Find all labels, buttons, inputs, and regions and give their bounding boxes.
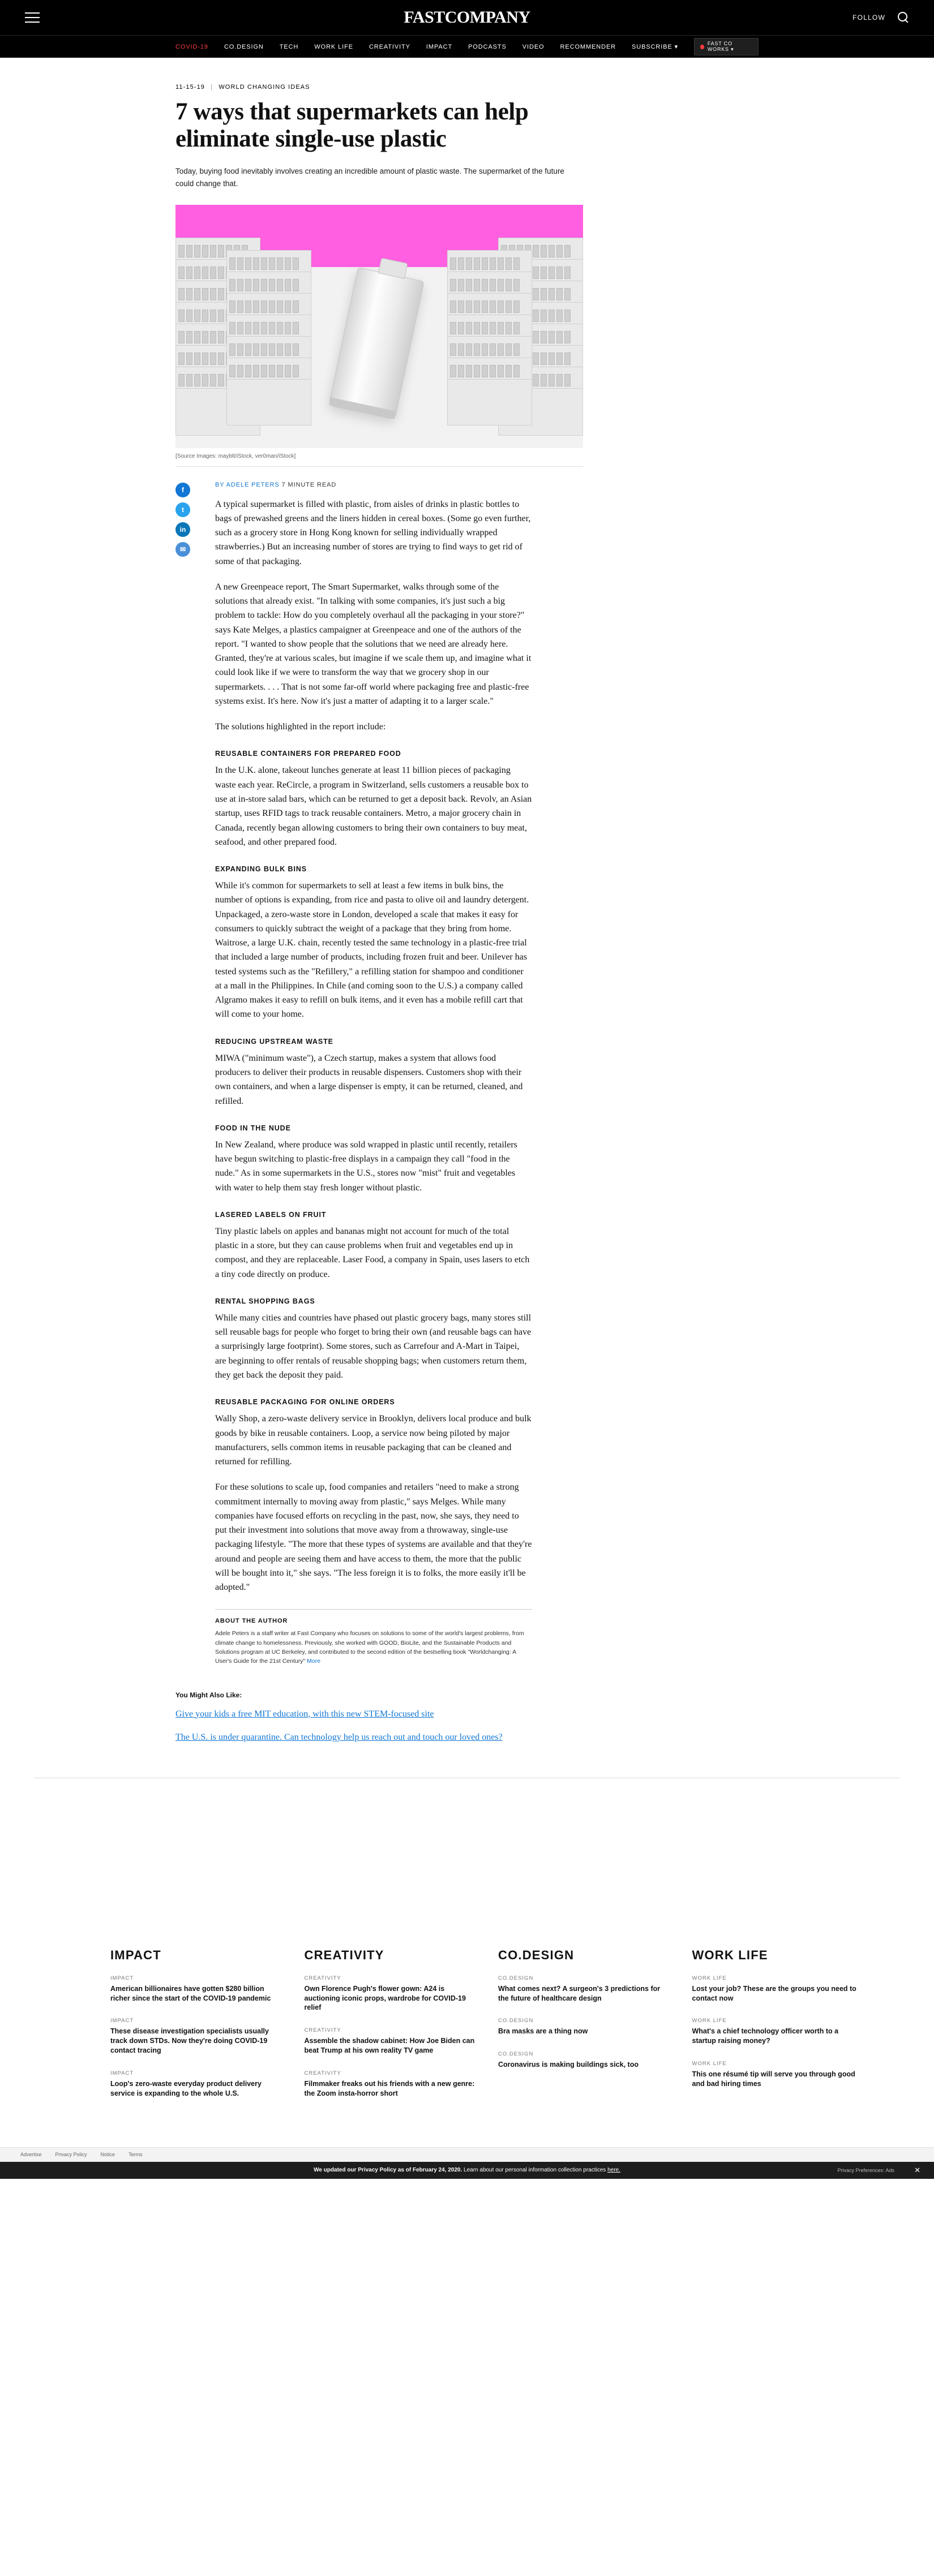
subnav-item-impact[interactable]: IMPACT	[426, 43, 453, 50]
article-body-row	[175, 481, 583, 1666]
footer-item[interactable]	[305, 2070, 476, 2098]
footer-item-title: Assemble the shadow cabinet: How Joe Biden can beat Trump at his own reality TV game	[304, 2037, 475, 2055]
site-logo-wrap	[0, 0, 934, 35]
footer-item-title: Bra masks are a thing now	[498, 2027, 588, 2036]
privacy-notice-link[interactable]: here.	[607, 2167, 620, 2174]
footer-item[interactable]	[110, 2070, 282, 2098]
kicker-separator: |	[211, 84, 213, 91]
subnav-item-tech[interactable]: TECH	[279, 43, 299, 50]
article-body	[215, 481, 532, 1666]
section-heading-upstream-waste: REDUCING UPSTREAM WASTE	[215, 1037, 333, 1046]
footer-column-title-impact[interactable]: IMPACT	[110, 1947, 161, 1962]
page-title: 7 ways that supermarkets can help eliminate single-use plastic	[175, 98, 529, 153]
section-heading-food-in-the-nude: FOOD IN THE NUDE	[215, 1124, 291, 1132]
footer-item-title: These disease investigation specialists usually track down STDs. Now they're doing COVID-19 contact tracing	[110, 2027, 269, 2055]
footer-item[interactable]	[110, 1975, 282, 2003]
linkedin-share-button[interactable]: in	[175, 522, 190, 537]
article-kicker	[175, 84, 583, 91]
article-dek: Today, buying food inevitably involves creating an incredible amount of plastic waste. The supermarket of the future could change that.	[175, 167, 564, 188]
legal-link-privacy-policy[interactable]: Privacy Policy	[55, 2152, 87, 2158]
you-might-also-like	[175, 1691, 583, 1744]
email-share-button[interactable]: ✉	[175, 542, 190, 557]
footer-column-co-design	[498, 1948, 670, 2113]
footer-item[interactable]	[692, 2018, 864, 2046]
subnav-item-covid-19[interactable]: COVID-19	[175, 43, 208, 50]
about-title: ABOUT THE AUTHOR	[215, 1618, 288, 1625]
footer-item-category: CREATIVITY	[304, 2070, 341, 2077]
footer-item[interactable]	[498, 2051, 670, 2070]
footer-item-category: CREATIVITY	[304, 2027, 341, 2034]
footer-item[interactable]	[305, 2027, 476, 2055]
subnav-item-creativity[interactable]: CREATIVITY	[369, 43, 410, 50]
section-body-upstream-waste: MIWA ("minimum waste"), a Czech startup, makes a system that allows food producers to deliver their products in reusable dispensers. Customers shop with their own containers, and when a large dispenser is empty, it can be returned, cleaned, and refilled.	[215, 1053, 523, 1106]
ymal-link-1[interactable]: Give your kids a free MIT education, with this new STEM-focused site	[175, 1709, 434, 1719]
footer-item-category: CO.DESIGN	[498, 1975, 534, 1981]
footer-item[interactable]	[110, 2018, 282, 2055]
section-body-reusable-containers: In the U.K. alone, takeout lunches generate at least 11 billion pieces of packaging waste each year. ReCircle, a program in Switzerland, sells customers a reusable box to use at in-store salad bars, which can be returned to get a deposit back. Revolv, an Asian startup, uses RFID tags to track reusable containers. Metro, a major grocery chain in Canada, recently began allowing customers to bring their own containers to buy meat, seafood, and other prepared food.	[215, 766, 532, 847]
footer-column-title-co-design[interactable]: CO.DESIGN	[498, 1947, 575, 1962]
about-the-author	[215, 1609, 532, 1666]
privacy-notice-rest: Learn about our personal information collection practices	[462, 2167, 608, 2174]
footer-column-impact	[110, 1948, 282, 2113]
footer-item-category: WORK LIFE	[692, 2018, 727, 2024]
fast-co-works-badge[interactable]	[694, 38, 759, 55]
footer-item[interactable]	[692, 2061, 864, 2089]
legal-bar	[0, 2147, 934, 2162]
about-more-link[interactable]: More	[307, 1658, 321, 1665]
article-section[interactable]: WORLD CHANGING IDEAS	[218, 84, 310, 91]
close-icon[interactable]: ✕	[914, 2165, 920, 2174]
intro-paragraph-1: A typical supermarket is filled with plastic, from aisles of drinks in plastic bottles to bags of prewashed greens and the liners hidden in cereal boxes. (Some go even further, such as a grocery store in Hong Kong known for selling individually wrapped strawberries.) But an increasing number of stores are trying to find ways to get rid of some of that packaging.	[215, 499, 531, 566]
footer	[0, 1948, 934, 2147]
share-buttons	[175, 481, 215, 1666]
top-navigation-bar	[0, 0, 934, 35]
footer-item-category: CO.DESIGN	[498, 2051, 534, 2058]
site-logo[interactable]: FASTCOMPANY	[404, 8, 530, 27]
footer-column-creativity	[305, 1948, 476, 2113]
hero-illustration	[175, 205, 583, 448]
privacy-preferences-label[interactable]: Privacy Preferences: Ads	[837, 2167, 894, 2173]
about-text	[215, 1629, 532, 1666]
red-dot-icon	[700, 45, 704, 49]
privacy-notice-bar	[0, 2162, 934, 2179]
subnav-item-co-design[interactable]: CO.DESIGN	[224, 43, 264, 50]
section-body-lasered-labels: Tiny plastic labels on apples and bananas might not account for much of the total plastic in a store, but they can cause problems when fruit and vegetables end up in compost, and they are replaceable. Laser Food, a company in Spain, uses lasers to etch a tiny code directly on produce.	[215, 1226, 530, 1279]
footer-item-category: WORK LIFE	[692, 1975, 727, 1981]
footer-item-category: IMPACT	[110, 2018, 134, 2024]
footer-item-title: What's a chief technology officer worth to a startup raising money?	[692, 2027, 839, 2045]
section-heading-reusable-containers: REUSABLE CONTAINERS FOR PREPARED FOOD	[215, 750, 401, 758]
ymal-title: You Might Also Like:	[175, 1691, 242, 1699]
byline-author[interactable]: BY ADELE PETERS	[215, 481, 280, 488]
footer-item-title: Loop's zero-waste everyday product delivery service is expanding to the whole U.S.	[110, 2080, 262, 2097]
legal-link-notice[interactable]: Notice	[100, 2152, 115, 2158]
footer-column-title-work-life[interactable]: WORK LIFE	[692, 1947, 768, 1962]
section-heading-bulk-bins: EXPANDING BULK BINS	[215, 865, 307, 874]
section-navigation-bar	[0, 35, 934, 58]
section-heading-online-orders: REUSABLE PACKAGING FOR ONLINE ORDERS	[215, 1398, 395, 1407]
footer-item[interactable]	[305, 1975, 476, 2013]
subnav-item-podcasts[interactable]: PODCASTS	[468, 43, 507, 50]
section-body-online-orders-2: For these solutions to scale up, food companies and retailers "need to make a strong commitment internally to moving away from plastic," says Melges. While many companies have focused efforts on recycling in the past, now, she says, they need to put their investment into solutions that move away from a throwaway, single-use packaging lifestyle. "The more that these types of systems are available and that they're around and people are seeing them and have access to them, the more that the public will be bought into it," she says. "The less foreign it is to folks, the more easily it'll be adopted."	[215, 1482, 532, 1593]
shelf-left-inner	[226, 250, 311, 425]
footer-item-title: Coronavirus is making buildings sick, too	[498, 2061, 639, 2069]
intro-paragraph-2: A new Greenpeace report, The Smart Supermarket, walks through some of the solutions that already exist. "In talking with some companies, it's just such a big problem to tackle: How do you completely overhaul all the packaging in your store?" says Kate Melges, a plastics campaigner at Greenpeace and one of the authors of the report. "I wanted to show people that the solutions that we need are already here. Granted, they're at various scales, but imagine if we scale them up, and imagine what it could look like if we were to transform the way that we grocery shop in our supermarkets. . . . That is not some far-off world where packaging free and plastic-free systems exist. It's here. Now it's just a matter of adapting it to a larger scale."	[215, 582, 532, 706]
footer-column-work-life	[692, 1948, 864, 2113]
footer-grid	[110, 1948, 863, 2113]
article-date: 11-15-19	[175, 84, 205, 91]
footer-item[interactable]	[498, 2018, 670, 2036]
footer-item-title: Own Florence Pugh's flower gown: A24 is auctioning iconic props, wardrobe for COVID-19 relief	[304, 1984, 466, 2012]
legal-link-advertise[interactable]: Advertise	[20, 2152, 42, 2158]
footer-item-title: What comes next? A surgeon's 3 predictions for the future of healthcare design	[498, 1984, 661, 2002]
section-heading-lasered-labels: LASERED LABELS ON FRUIT	[215, 1210, 327, 1219]
byline-read-time: 7 MINUTE READ	[281, 481, 337, 488]
section-heading-rental-bags: RENTAL SHOPPING BAGS	[215, 1297, 315, 1305]
privacy-notice-bold: We updated our Privacy Policy as of February 24, 2020.	[314, 2167, 462, 2174]
footer-item-category: IMPACT	[110, 1975, 134, 1981]
footer-item[interactable]	[692, 1975, 864, 2003]
hamburger-icon[interactable]	[25, 10, 44, 25]
footer-item-category: CREATIVITY	[304, 1975, 341, 1981]
footer-item-category: CO.DESIGN	[498, 2018, 534, 2024]
intro-paragraph-3: The solutions highlighted in the report include:	[215, 722, 386, 732]
footer-item-title: Filmmaker freaks out his friends with a new genre: the Zoom insta-horror short	[304, 2080, 475, 2097]
footer-item-title: American billionaires have gotten $280 billion richer since the start of the COVID-19 pandemic	[110, 1984, 271, 2002]
twitter-share-button[interactable]: t	[175, 502, 190, 517]
top-nav-right	[852, 12, 909, 23]
section-body-online-orders-1: Wally Shop, a zero-waste delivery service in Brooklyn, delivers local produce and bulk goods by bike in reusable containers. Loop, a service now being piloted by major manufacturers, sells common items in reusable packaging that can be cleaned and returned for refilling.	[215, 1414, 532, 1467]
footer-item-title: Lost your job? These are the groups you need to contact now	[692, 1984, 856, 2002]
subnav-item-video[interactable]: VIDEO	[522, 43, 545, 50]
footer-item-category: WORK LIFE	[692, 2061, 727, 2067]
fast-co-works-label: FAST CO WORKS ▾	[707, 41, 734, 52]
subnav-item-recommender[interactable]: RECOMMENDER	[560, 43, 616, 50]
about-bio: Adele Peters is a staff writer at Fast Company who focuses on solutions to some of the world's largest problems, from climate change to homelessness. Previously, she worked with GOOD, BioLite, and the Sustainable Products and Solutions program at UC Berkeley, and contributed to the second edition of the bestselling book "Worldchanging: A User's Guide for the 21st Century"	[215, 1630, 524, 1665]
footer-item[interactable]	[498, 1975, 670, 2003]
byline	[215, 481, 532, 488]
section-body-bulk-bins: While it's common for supermarkets to sell at least a few items in bulk bins, the number of options is expanding, from rice and pasta to olive oil and laundry detergent. Unpackaged, a zero-waste store in London, developed a scale that makes it easy for consumers to quickly subtract the weight of a package that they bring from home. Waitrose, a large U.K. chain, recently tested the same technology in a plastic-free trial that included a large number of products, including frozen fruit and beer. Unilever has tested systems such as the "Refillery," a refilling station for shampoo and conditioner at a mall in the Philippines. In Chile (and coming soon to the U.S.) a company called Algramo makes it easy to refill on bulk items, and it even has a mobile refill cart that will come to your home.	[215, 881, 529, 1020]
section-body-food-in-the-nude: In New Zealand, where produce was sold wrapped in plastic until recently, retailers have begun switching to plastic-free displays in a campaign they call "food in the nude." As in some supermarkets in the U.S., stores now "mist" fruit and vegetables with water to help them stay fresh longer without plastic.	[215, 1139, 517, 1193]
footer-column-title-creativity[interactable]: CREATIVITY	[304, 1947, 384, 1962]
image-caption: [Source Images: mayblt/iStock, ver0man/iStock]	[175, 448, 583, 467]
facebook-share-button[interactable]: f	[175, 483, 190, 497]
ymal-link-2[interactable]: The U.S. is under quarantine. Can technology help us reach out and touch our loved ones?	[175, 1732, 503, 1743]
footer-item-title: This one résumé tip will serve you through good and bad hiring times	[692, 2070, 855, 2088]
subnav-item-work-life[interactable]: WORK LIFE	[314, 43, 353, 50]
footer-item-category: IMPACT	[110, 2070, 134, 2077]
search-icon[interactable]	[898, 12, 909, 23]
privacy-notice-text	[314, 2167, 620, 2173]
shelf-right-inner	[447, 250, 532, 425]
subnav-item-subscribe[interactable]: SUBSCRIBE ▾	[632, 44, 679, 50]
article	[0, 58, 934, 1778]
article-column	[175, 84, 583, 1666]
legal-link-terms[interactable]: Terms	[128, 2152, 143, 2158]
follow-button[interactable]: FOLLOW	[852, 14, 885, 21]
section-body-rental-bags: While many cities and countries have phased out plastic grocery bags, many stores still sell reusable bags for people who forget to bring their own (and reusable bags can have a surprisingly large footprint). Some stores, such as Carrefour and A-Mart in Taipei, are beginning to offer rentals of reusable shopping bags; when customers return them, they get back the deposit they paid.	[215, 1313, 532, 1380]
